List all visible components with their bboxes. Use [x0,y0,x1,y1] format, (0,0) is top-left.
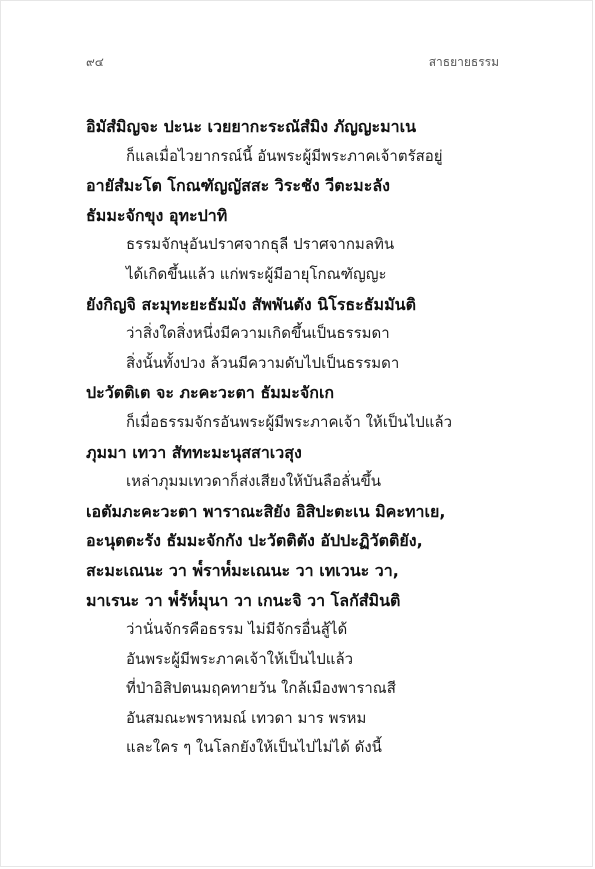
pali-line: ปะวัตติเต จะ ภะคะวะตา ธัมมะจักเก [86,383,335,403]
thai-translation-line: และใคร ๆ ในโลกยังให้เป็นไปไม่ได้ ดังนี้ [126,738,382,757]
pali-line: ภุมมา เทวา สัททะมะนุสสาเวสุง [86,442,302,462]
book-title: สาธยายธรรม [428,54,499,69]
thai-translation-line: ธรรมจักษุอันปราศจากธุลี ปราศจากมลทิน [126,235,395,254]
page-number: ๙๔ [86,54,104,69]
thai-translation-line: ก็แลเมื่อไวยากรณ์นี้ อันพระผู้มีพระภาคเจ้าตรัสอยู่ [126,146,443,165]
running-header [86,52,499,72]
pali-line: ยังกิญจิ สะมุทะยะธัมมัง สัพพันตัง นิโรธะธัมมันติ [86,294,416,314]
thai-translation-line: อันพระผู้มีพระภาคเจ้าให้เป็นไปแล้ว [126,649,354,668]
thai-translation-line: ว่านั่นจักรคือธรรม ไม่มีจักรอื่นสู้ได้ [126,620,348,639]
thai-translation-line: ว่าสิ่งใดสิ่งหนึ่งมีความเกิดขึ้นเป็นธรรมดา [126,324,390,343]
pali-line: อะนุตตะรัง ธัมมะจักกัง ปะวัตติตัง อัปปะฏิวัตติยัง, [86,531,423,551]
pali-line: มาเรนะ วา พ๎รัห๎มุนา วา เกนะจิ วา โลกัสํมินติ [86,590,401,610]
thai-translation-line: อันสมณะพราหมณ์ เทวดา มาร พรหม [126,708,367,727]
thai-translation-line: สิ่งนั้นทั้งปวง ล้วนมีความดับไปเป็นธรรมดา [126,353,400,372]
thai-translation-line: เหล่าภุมมเทวดาก็ส่งเสียงให้บันลือลั่นขึ้น [126,472,381,491]
chant-text [86,112,506,763]
thai-translation-line: ก็เมื่อธรรมจักรอันพระผู้มีพระภาคเจ้า ให้เป็นไปแล้ว [126,412,453,431]
pali-line: อายัสํมะโต โกณฑัญญัสสะ วิระชัง วีตะมะลัง [86,176,390,196]
pali-line: อิมัสํมิญจะ ปะนะ เวยยากะระณัสํมิง ภัญญะมาเน [86,117,417,136]
pali-line: สะมะเณนะ วา พ๎ราห๎มะเณนะ วา เทเวนะ วา, [86,560,399,580]
pali-line: ธัมมะจักขุง อุทะปาทิ [86,205,228,225]
thai-translation-line: ได้เกิดขึ้นแล้ว แก่พระผู้มีอายุโกณฑัญญะ [126,264,387,283]
thai-translation-line: ที่ป่าอิสิปตนมฤคทายวัน ใกล้เมืองพาราณสี [126,679,396,698]
pali-line: เอตัมภะคะวะตา พาราณะสิยัง อิสิปะตะเน มิคะทาเย, [86,501,446,521]
